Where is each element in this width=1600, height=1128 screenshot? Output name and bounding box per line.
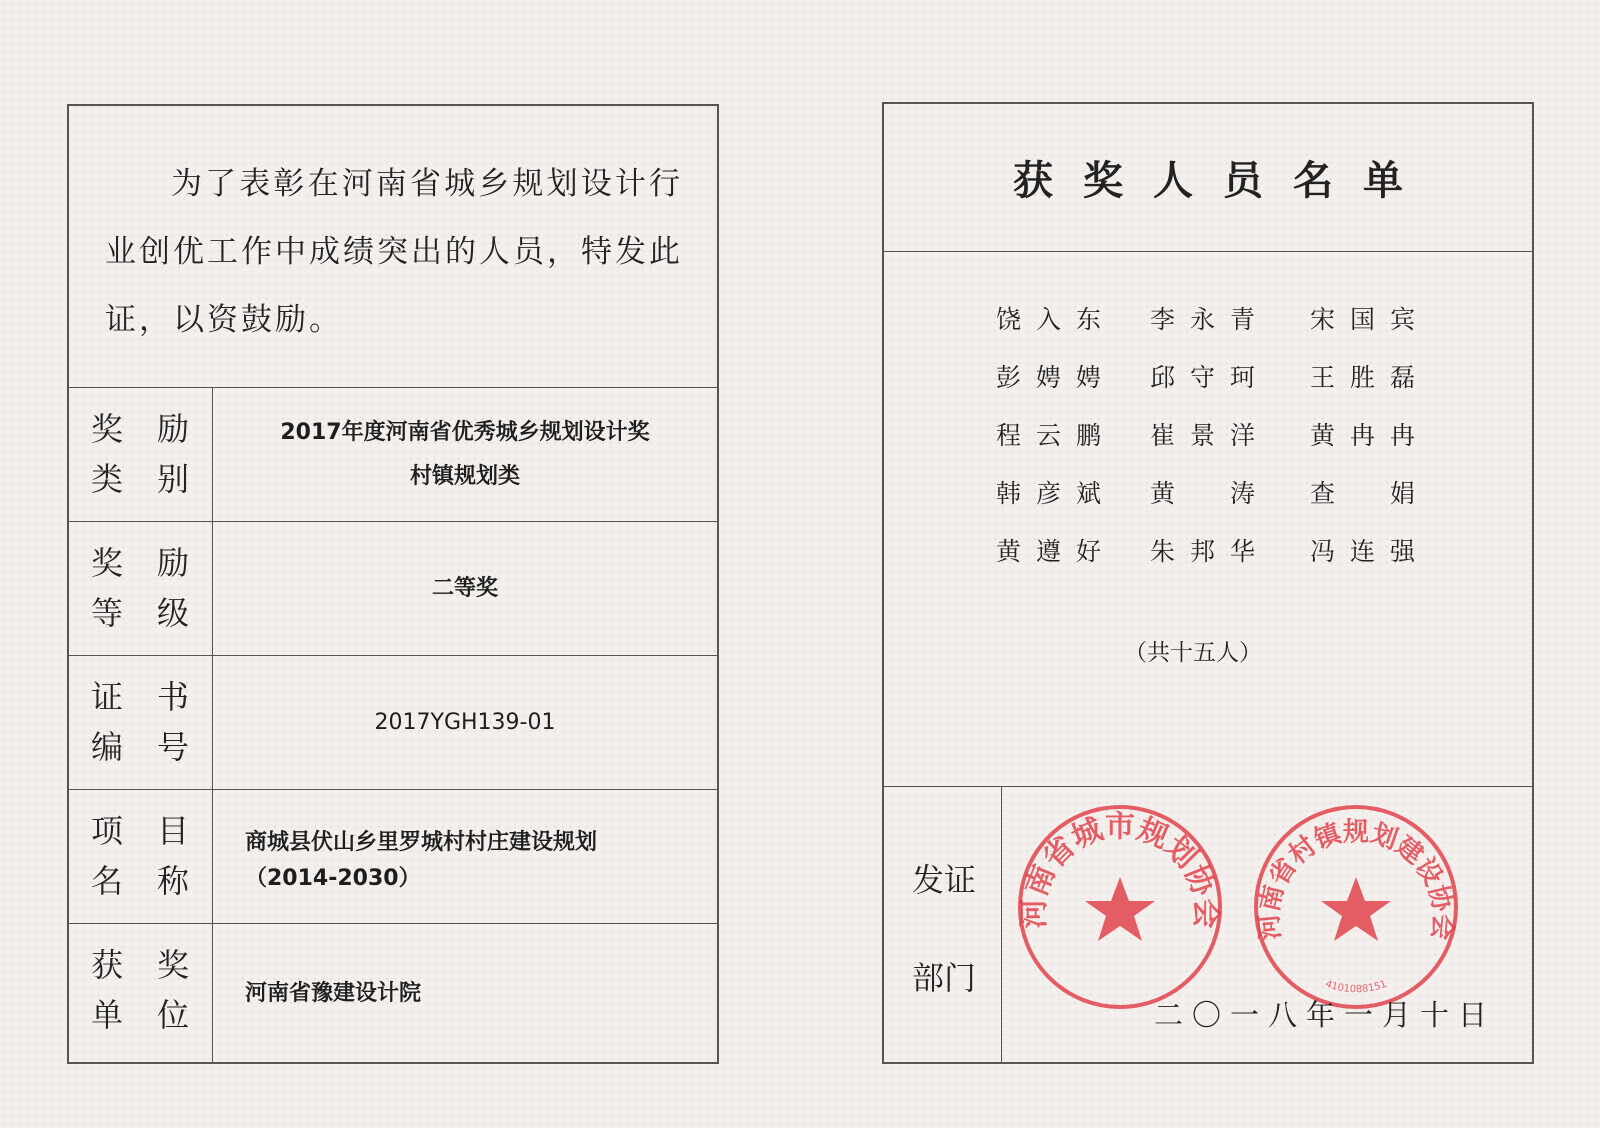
row-label <box>69 790 224 923</box>
certificate-number-text: 2017YGH139-01 <box>374 709 556 735</box>
list-item: 程 云 鹏 <box>996 421 1102 450</box>
list-item: 宋 国 宾 <box>1310 305 1416 334</box>
row-value <box>213 656 717 789</box>
label-line-2: 等级 <box>91 594 224 632</box>
issuer-label-line-1: 发证 <box>912 861 977 899</box>
row-winning-unit <box>69 924 717 1064</box>
list-item: 饶 入 东 <box>996 305 1102 334</box>
row-project-name <box>69 790 717 924</box>
row-certificate-number <box>69 656 717 790</box>
row-value <box>213 790 717 923</box>
seal-icon <box>1246 797 1466 1017</box>
intro-text: 为了表彰在河南省城乡规划设计行业创优工作中成绩突出的人员，特发此证，以资鼓励。 <box>105 166 683 338</box>
row-value <box>213 924 717 1064</box>
seal-2-code: 4101088151 <box>1323 978 1389 996</box>
issue-date: 二〇一八年一月十日 <box>1153 998 1496 1032</box>
label-line-2: 类别 <box>91 460 224 498</box>
list-item: 冯 连 强 <box>1310 537 1416 566</box>
award-list-title: 获奖人员名单 <box>884 104 1532 252</box>
list-item: 黄 涛 <box>1150 479 1256 508</box>
list-item: 朱 邦 华 <box>1150 537 1256 566</box>
label-line-2: 单位 <box>91 996 224 1034</box>
row-label <box>69 656 224 789</box>
issuer-label <box>884 787 1002 1062</box>
intro-section <box>69 106 717 388</box>
row-award-category <box>69 388 717 522</box>
issuer-section <box>884 786 1532 1062</box>
list-item: 黄 冉 冉 <box>1310 421 1416 450</box>
star-icon <box>1085 877 1155 941</box>
award-level-text: 二等奖 <box>431 575 498 601</box>
certificate-left-panel <box>67 104 719 1064</box>
row-value <box>213 522 717 655</box>
label-line-2: 名称 <box>91 862 224 900</box>
label-line-1: 获奖 <box>91 946 224 984</box>
list-item: 查 娟 <box>1310 479 1416 508</box>
total-count: （共十五人） <box>1124 640 1262 666</box>
seal-1-text: 河南省城市规划协会 <box>1016 809 1224 929</box>
list-item: 韩 彦 斌 <box>996 479 1102 508</box>
award-category-line-2: 村镇规划类 <box>409 463 520 489</box>
project-name-line-2: （2014-2030） <box>245 865 421 891</box>
names-grid <box>996 300 1460 572</box>
list-item: 邱 守 珂 <box>1150 363 1256 392</box>
row-label <box>69 388 224 521</box>
list-item: 王 胜 磊 <box>1310 363 1416 392</box>
label-line-1: 奖励 <box>91 410 224 448</box>
label-line-2: 编号 <box>91 728 224 766</box>
row-label <box>69 924 224 1064</box>
list-item: 彭 娉 娉 <box>996 363 1102 392</box>
label-line-1: 奖励 <box>91 544 224 582</box>
certificate-right-panel <box>882 102 1534 1064</box>
list-item: 黄 遵 好 <box>996 537 1102 566</box>
list-item: 李 永 青 <box>1150 305 1256 334</box>
winning-unit-text: 河南省豫建设计院 <box>245 981 422 1006</box>
row-award-level <box>69 522 717 656</box>
list-item: 崔 景 洋 <box>1150 421 1256 450</box>
star-icon <box>1321 877 1391 941</box>
seal-icon <box>1010 797 1230 1017</box>
row-label <box>69 522 224 655</box>
label-line-1: 证书 <box>91 678 224 716</box>
award-category-line-1: 2017年度河南省优秀城乡规划设计奖 <box>280 419 650 445</box>
seal-2-text: 河南省村镇规划建设协会 <box>1254 817 1458 942</box>
issuer-label-line-2: 部门 <box>912 959 977 997</box>
row-value <box>213 388 717 521</box>
project-name-line-1: 商城县伏山乡里罗城村村庄建设规划 <box>245 829 598 855</box>
label-line-1: 项目 <box>91 812 224 850</box>
